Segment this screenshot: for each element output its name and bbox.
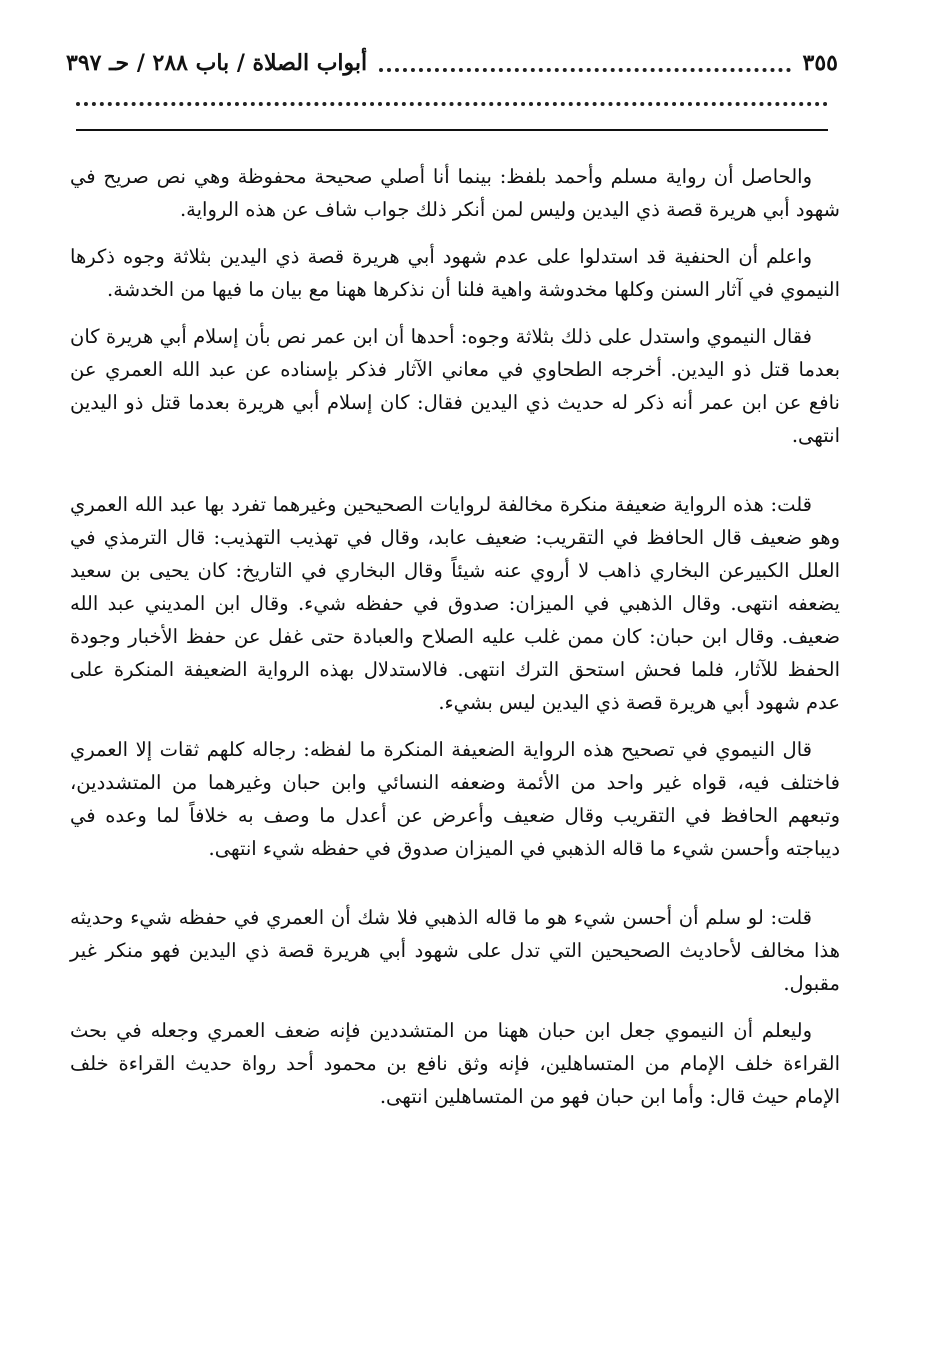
paragraph-3: فقال النيموي واستدل على ذلك بثلاثة وجوه: أحدها أن ابن عمر نص بأن إسلام أبي هريرة كان بعدما قتل ذو اليدين. أخرجه الطحاوي في معاني الآثار فذكر بإسناده عن عبد الله العمري عن نافع عن ابن عمر أنه ذكر له حديث ذي اليدين فقال: كان إسلام أبي هريرة بعدما قتل ذو اليدين انتهى.: [70, 325, 840, 447]
paragraph-1: والحاصل أن رواية مسلم وأحمد بلفظ: بينما أنا أصلي صحيحة محفوظة وهي نص صريح في شهود أبي هريرة قصة ذي اليدين وليس لمن أنكر ذلك جواب شاف عن هذه الرواية.: [70, 165, 840, 221]
running-title: أبواب الصلاة / باب ٢٨٨ / حـ ٣٩٧: [66, 50, 368, 76]
page-body: [70, 160, 840, 1113]
paragraph-6: قلت: لو سلم أن أحسن شيء هو ما قاله الذهبي فلا شك أن العمري في حفظه شيء وحديثه هذا مخالف لأحاديث الصحيحين التي تدل على شهود أبي هريرة قصة ذي اليدين فهو منكر غير مقبول.: [70, 906, 840, 995]
header-rule: [76, 129, 828, 131]
paragraph-2: واعلم أن الحنفية قد استدلوا على عدم شهود أبي هريرة قصة ذي اليدين بثلاثة وجوه ذكرها النيموي في آثار السنن وكلها مخدوشة واهية فلنا أن نذكرها ههنا مع بيان ما فيها من الخدشة.: [70, 245, 840, 301]
paragraph-5: قال النيموي في تصحيح هذه الرواية الضعيفة المنكرة ما لفظه: رجاله كلهم ثقات إلا العمري فاختلف فيه، قواه غير واحد من الأئمة وضعفه النسائي وابن حبان وغيرهما من المتشددين، وتبعهم الحافظ في التقريب وقال ضعيف وأعرض عن أعدل ما وصف به خلافاً لما وعده في ديباجته وأحسن شيء ما قاله الذهبي في الميزان صدوق في حفظه شيء انتهى.: [70, 738, 840, 860]
page-number: ٣٥٥: [802, 50, 838, 76]
paragraph-7: وليعلم أن النيموي جعل ابن حبان ههنا من المتشددين فإنه ضعف العمري وجعله في بحث القراءة خلف الإمام من المتساهلين، فإنه وثق نافع بن محمود أحد رواة حديث القراءة خلف الإمام حيث قال: وأما ابن حبان فهو من المتساهلين انتهى.: [70, 1019, 840, 1108]
page-header: [66, 42, 838, 84]
paragraph-4: قلت: هذه الرواية ضعيفة منكرة مخالفة لروايات الصحيحين وغيرهما تفرد بها عبد الله العمري وهو ضعيف قال الحافظ في التقريب: ضعيف عابد، وقال في تهذيب التهذيب: قال الترمذي في العلل الكبيرعن البخاري ذاهب لا أروي عنه شيئاً وقال البخاري في التاريخ: كان يحيى بن سعيد يضعفه انتهى. وقال الذهبي في الميزان: صدوق في حفظه شيء. وقال ابن المديني عبد الله ضعيف. وقال ابن حبان: كان ممن غلب عليه الصلاح والعبادة حتى غفل عن حفظ الأخبار وجودة الحفظ للآثار، فلما فحش استحق الترك انتهى. فالاستدلال بهذه الرواية الضعيفة المنكرة على عدم شهود أبي هريرة قصة ذي اليدين ليس بشيء.: [70, 493, 840, 714]
header-dotted-line: [76, 102, 828, 106]
header-dotted-leader: [379, 66, 790, 72]
